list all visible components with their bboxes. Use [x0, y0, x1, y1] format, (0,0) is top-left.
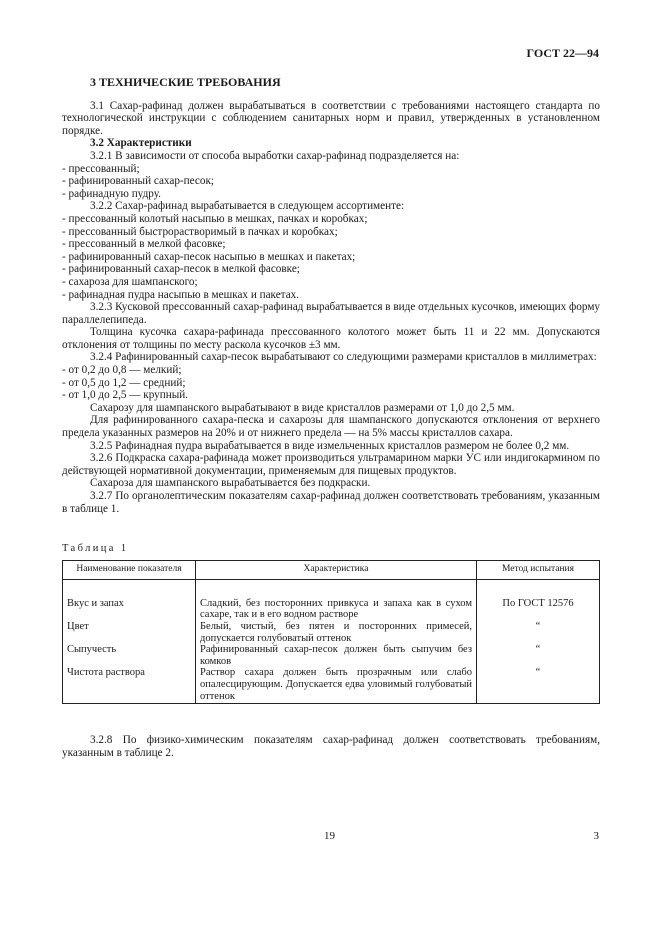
list-item: - от 0,5 до 1,2 — средний; [62, 376, 186, 389]
table-cell: Белый, чистый, без пятен и посторонних примесей, допускается голубоватый оттенок [196, 621, 477, 644]
table-1 [62, 560, 600, 704]
list-item: - от 1,0 до 2,5 — крупный. [62, 389, 189, 402]
table-row [63, 644, 600, 667]
list-item: - прессованный быстрорастворимый в пачках и коробках; [62, 225, 338, 238]
page-number-center: 19 [324, 830, 335, 842]
table-caption: Таблица 1 [62, 543, 129, 555]
table-cell: Сыпучесть [63, 644, 196, 667]
list-item: - прессованный; [62, 162, 140, 175]
subsection-title: 3.2 Характеристики [90, 137, 192, 150]
table-header-row [63, 560, 600, 579]
paragraph: Для рафинированного сахара-песка и сахарозы для шампанского допускаются отклонения от верхнего предела указанных размеров на 20% и от нижнего предела — на 5% массы кристаллов сахара. [62, 414, 600, 440]
page-content [62, 76, 600, 759]
table-cell: “ [477, 667, 600, 703]
table-cell: По ГОСТ 12576 [477, 579, 600, 621]
table-cell: Раствор сахара должен быть прозрачным или слабо опалесцирующим. Допускается едва уловимый голубоватый оттенок [196, 667, 477, 703]
paragraph-3-2-4: 3.2.4 Рафинированный сахар-песок вырабатывают со следующими размерами кристаллов в миллиметрах: [90, 351, 597, 364]
table-cell: Вкус и запах [63, 579, 196, 621]
table-cell: Рафинированный сахар-песок должен быть сыпучим без комков [196, 644, 477, 667]
list-item: - рафинадная пудра насыпью в мешках и пакетах. [62, 288, 300, 301]
document-code: ГОСТ 22—94 [526, 46, 599, 60]
list-item: - рафинированный сахар-песок; [62, 175, 214, 188]
list-item: - рафинированный сахар-песок насыпью в мешках и пакетах; [62, 250, 356, 263]
paragraph-3-2-5: 3.2.5 Рафинадная пудра вырабатывается в виде измельченных кристаллов размером не более 0,2 мм. [90, 439, 570, 452]
paragraph-3-2-3: 3.2.3 Кусковой прессованный сахар-рафинад вырабатывается в виде отдельных кусочков, имеющих форму параллелепипеда. [62, 301, 600, 326]
table-cell: “ [477, 644, 600, 667]
paragraph-3-2-8: 3.2.8 По физико-химическим показателям сахар-рафинад должен соответствовать требованиям, указанным в таблице 2. [62, 734, 600, 759]
paragraph: Сахароза для шампанского вырабатывается без подкраски. [90, 477, 371, 490]
column-header: Метод испытания [477, 560, 600, 579]
table-cell: Цвет [63, 621, 196, 644]
list-item: - рафинадную пудру. [62, 187, 161, 200]
column-header: Наименование показателя [63, 560, 196, 579]
column-header: Характеристика [196, 560, 477, 579]
paragraph-3-2-6: 3.2.6 Подкраска сахара-рафинада может производиться ультрамарином марки УС или индигокармином по действующей нормативной документации, применяемым для пищевых продуктов. [62, 452, 600, 477]
list-item: - сахароза для шампанского; [62, 275, 198, 288]
table-row [63, 621, 600, 644]
paragraph-3-2-7: 3.2.7 По органолептическим показателям сахар-рафинад должен соответствовать требованиям, указанным в таблице 1. [62, 490, 600, 515]
list-item: - прессованный колотый насыпью в мешках, пачках и коробках; [62, 212, 368, 225]
list-item: - прессованный в мелкой фасовке; [62, 238, 226, 251]
table-cell: Чистота раствора [63, 667, 196, 703]
paragraph-3-2-2: 3.2.2 Сахар-рафинад вырабатывается в следующем ассортименте: [90, 200, 405, 213]
paragraph: Толщина кусочка сахара-рафинада прессованного колотого может быть 11 и 22 мм. Допускаются отклонения от толщины по месту раскола кусочков ±3 мм. [62, 326, 600, 351]
page-number-right: 3 [593, 830, 599, 842]
table-row [63, 667, 600, 703]
table-cell: Сладкий, без посторонних привкуса и запаха как в сухом сахаре, так и в его водном растворе [196, 579, 477, 621]
table-cell: “ [477, 621, 600, 644]
paragraph-3-1: 3.1 Сахар-рафинад должен вырабатываться в соответствии с требованиями настоящего стандарта по технологической инструкции с соблюдением санитарных норм и правил, утвержденных в установленном порядке. [62, 99, 600, 137]
table-row [63, 579, 600, 621]
list-item: - рафинированный сахар-песок в мелкой фасовке; [62, 263, 300, 276]
list-item: - от 0,2 до 0,8 — мелкий; [62, 364, 182, 377]
paragraph: Сахарозу для шампанского вырабатывают в виде кристаллов размерами от 1,0 до 2,5 мм. [90, 401, 515, 414]
paragraph-3-2-1: 3.2.1 В зависимости от способа выработки сахар-рафинад подразделяется на: [90, 149, 460, 162]
section-title: 3 ТЕХНИЧЕСКИЕ ТРЕБОВАНИЯ [90, 75, 281, 89]
